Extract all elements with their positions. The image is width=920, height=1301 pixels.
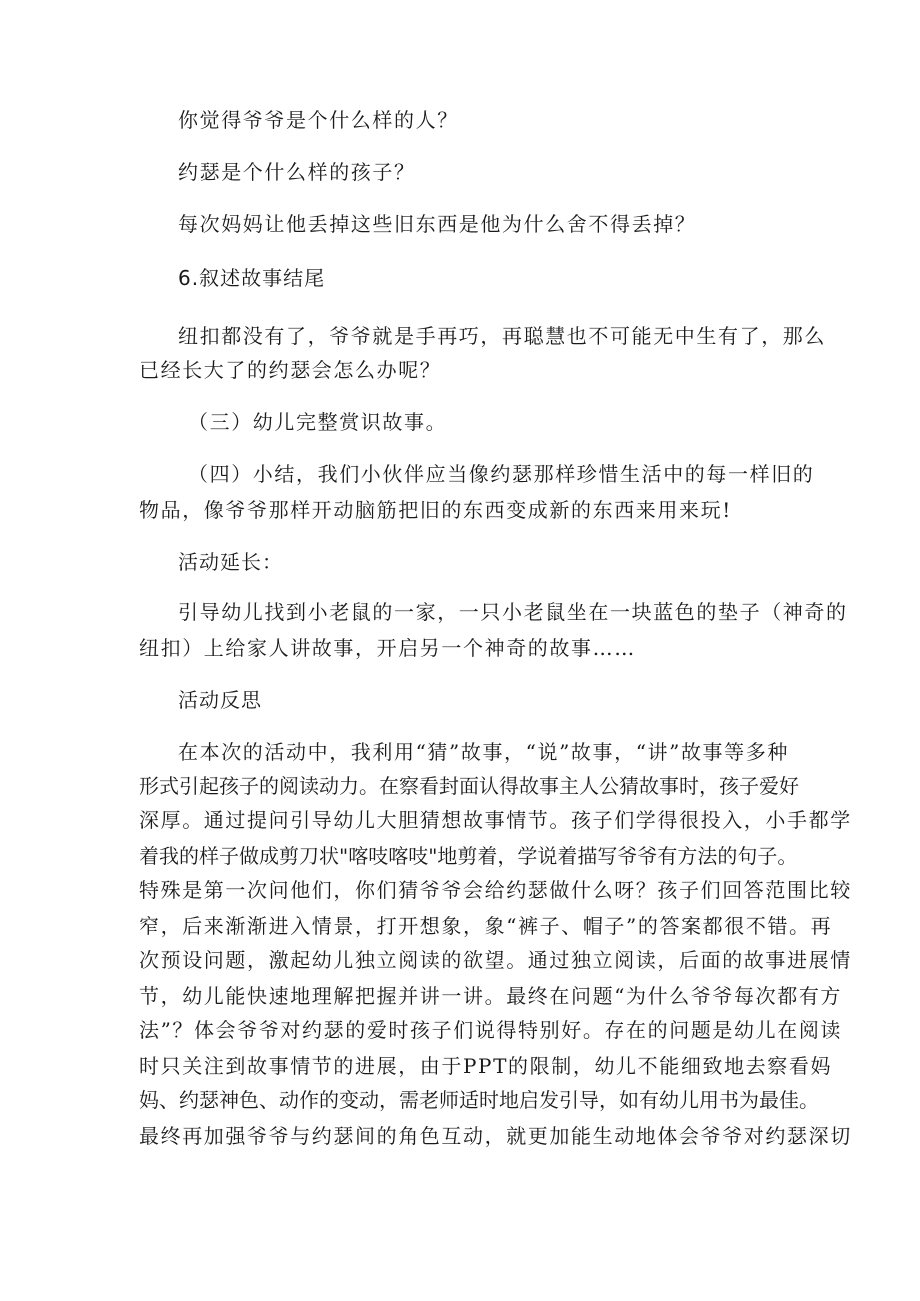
reflection-line: 形式引起孩子的阅读动力。在察看封面认得故事主人公猜故事时，孩子爱好 <box>139 774 799 798</box>
paragraph-line: 纽扣都没有了，爷爷就是手再巧，再聪慧也不可能无中生有了，那么 <box>178 324 826 348</box>
reflection-line: 次预设问题，激起幼儿独立阅读的欲望。通过独立阅读，后面的故事进展情 <box>139 948 852 972</box>
reflection-line: 特殊是第一次问他们，你们猜爷爷会给约瑟做什么呀？孩子们回答范围比较 <box>139 878 852 902</box>
question-line-3: 每次妈妈让他丢掉这些旧东西是他为什么舍不得丢掉？ <box>178 212 697 236</box>
paragraph-line: 纽扣）上给家人讲故事，开启另一个神奇的故事…… <box>139 636 636 660</box>
reflection-line: 妈、约瑟神色、动作的变动，需老师适时地启发引导，如有幼儿用书为最佳。 <box>139 1088 819 1112</box>
reflection-line: 时只关注到故事情节的进展，由于PPT的限制，幼儿不能细致地去察看妈 <box>139 1054 833 1078</box>
question-line-2: 约瑟是个什么样的孩子？ <box>178 160 416 184</box>
paragraph-line: 物品，像爷爷那样开动脑筋把旧的东西变成新的东西来用来玩! <box>139 498 732 522</box>
reflection-line: 深厚。通过提问引导幼儿大胆猜想故事情节。孩子们学得很投入，小手都学 <box>139 808 852 832</box>
reflection-line: 着我的样子做成剪刀状"喀吱喀吱"地剪着，学说着描写爷爷有方法的句子。 <box>139 844 798 868</box>
subsection-4: （四）小结，我们小伙伴应当像约瑟那样珍惜生活中的每一样旧的 <box>188 462 815 486</box>
paragraph-line: 已经长大了的约瑟会怎么办呢？ <box>139 358 442 382</box>
paragraph-line: 引导幼儿找到小老鼠的一家，一只小老鼠坐在一块蓝色的垫子（神奇的 <box>178 600 848 624</box>
reflection-line: 窄，后来渐渐进入情景，打开想象，象“裤子、帽子”的答案都很不错。再 <box>139 914 833 938</box>
activity-reflection-heading: 活动反思 <box>178 688 262 712</box>
question-line-1: 你觉得爷爷是个什么样的人？ <box>178 108 459 132</box>
reflection-line: 节，幼儿能快速地理解把握并讲一讲。最终在问题“为什么爷爷每次都有方 <box>139 984 843 1008</box>
reflection-line: 最终再加强爷爷与约瑟间的角色互动，就更加能生动地体会爷爷对约瑟深切 <box>139 1124 852 1148</box>
subsection-3: （三）幼儿完整赏识故事。 <box>188 410 448 434</box>
activity-extension-heading: 活动延长： <box>178 550 283 574</box>
section-heading-6: 6.叙述故事结尾 <box>178 266 326 290</box>
reflection-line: 在本次的活动中，我利用“猜”故事，“说”故事，“讲”故事等多种 <box>178 740 789 764</box>
reflection-line: 法”？体会爷爷对约瑟的爱时孩子们说得特别好。存在的问题是幼儿在阅读 <box>139 1018 843 1042</box>
